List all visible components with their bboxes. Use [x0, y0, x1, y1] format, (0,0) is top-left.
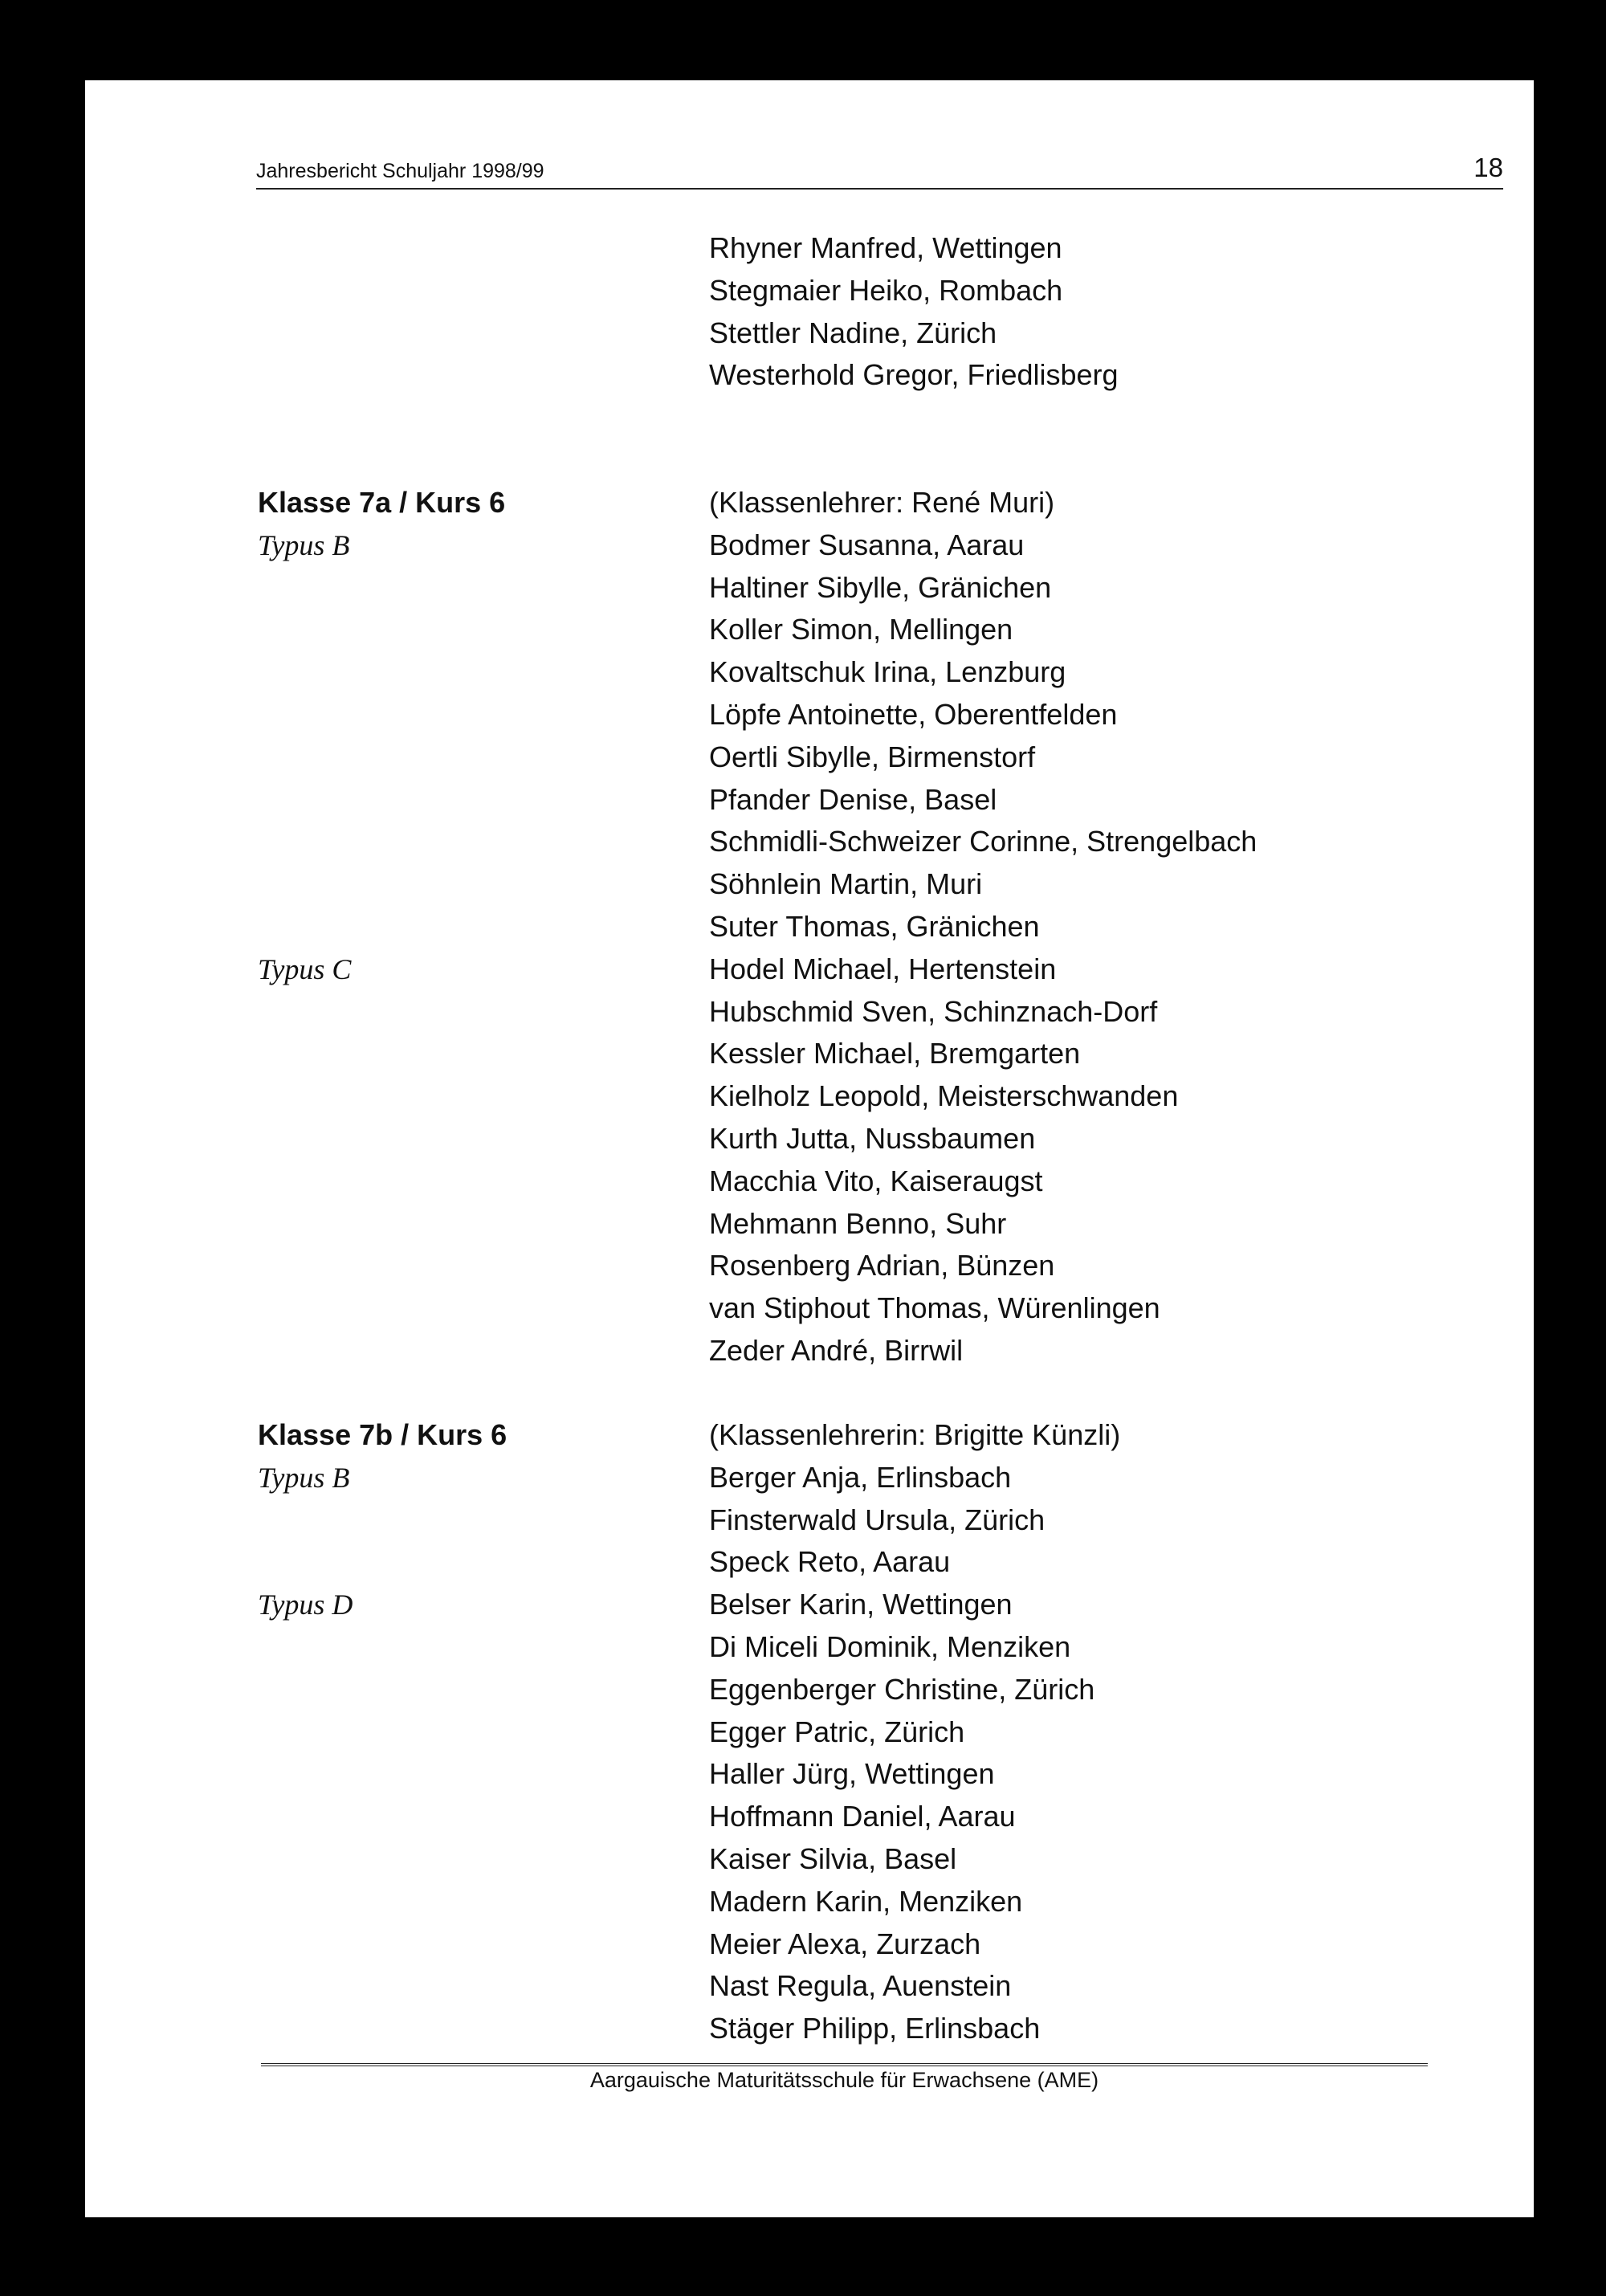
list-item: van Stiphout Thomas, Würenlingen: [709, 1291, 1160, 1325]
page-footer: Aargauische Maturitätsschule für Erwachsene (AME): [589, 2068, 1099, 2092]
list-item: Stettler Nadine, Zürich: [709, 316, 997, 349]
class-7b-title: Klasse 7b / Kurs 6: [258, 1418, 507, 1451]
list-item: Haltiner Sibylle, Gränichen: [709, 570, 1052, 604]
footer-divider: [261, 2063, 1428, 2066]
list-item: Bodmer Susanna, Aarau: [709, 528, 1025, 561]
list-item: Meier Alexa, Zurzach: [709, 1927, 981, 1960]
list-item: Eggenberger Christine, Zürich: [709, 1672, 1095, 1706]
list-item: Rhyner Manfred, Wettingen: [709, 231, 1062, 264]
list-item: Hodel Michael, Hertenstein: [709, 952, 1057, 985]
class-7a-title: Klasse 7a / Kurs 6: [258, 486, 506, 519]
list-item: Kovaltschuk Irina, Lenzburg: [709, 655, 1066, 689]
class-teacher: (Klassenlehrer: René Muri): [709, 486, 1055, 519]
list-item: Westerhold Gregor, Friedlisberg: [709, 358, 1119, 392]
list-item: Koller Simon, Mellingen: [709, 613, 1013, 646]
class-7a-list: [709, 482, 1257, 1372]
list-item: Kaiser Silvia, Basel: [709, 1841, 957, 1875]
list-item: Suter Thomas, Gränichen: [709, 909, 1040, 943]
list-item: Finsterwald Ursula, Zürich: [709, 1503, 1046, 1536]
report-title: Jahresbericht Schuljahr 1998/99: [256, 160, 544, 182]
list-item: Hoffmann Daniel, Aarau: [709, 1800, 1016, 1833]
list-item: Löpfe Antoinette, Oberentfelden: [709, 697, 1118, 731]
class-7a-typus-b-label: Typus B: [258, 529, 350, 561]
list-item: Haller Jürg, Wettingen: [709, 1757, 995, 1791]
list-item: Pfander Denise, Basel: [709, 782, 997, 816]
list-item: Speck Reto, Aarau: [709, 1545, 951, 1579]
list-item: Mehmann Benno, Suhr: [709, 1206, 1007, 1240]
list-item: Hubschmid Sven, Schinznach-Dorf: [709, 994, 1158, 1028]
list-item: Kurth Jutta, Nussbaumen: [709, 1121, 1036, 1155]
list-item: Macchia Vito, Kaiseraugst: [709, 1164, 1043, 1197]
class-teacher: (Klassenlehrerin: Brigitte Künzli): [709, 1418, 1121, 1451]
list-item: Rosenberg Adrian, Bünzen: [709, 1249, 1055, 1283]
class-7a-typus-c-label: Typus C: [258, 953, 352, 985]
list-item: Oertli Sibylle, Birmenstorf: [709, 740, 1036, 773]
document-page: [85, 80, 1534, 2217]
list-item: Belser Karin, Wettingen: [709, 1588, 1013, 1621]
list-item: Berger Anja, Erlinsbach: [709, 1460, 1012, 1494]
list-item: Egger Patric, Zürich: [709, 1715, 965, 1748]
list-item: Stegmaier Heiko, Rombach: [709, 273, 1063, 307]
class-7b-typus-d-label: Typus D: [258, 1588, 353, 1621]
page-number: 18: [1474, 153, 1503, 182]
list-item: Söhnlein Martin, Muri: [709, 867, 983, 901]
class-7b-typus-b-label: Typus B: [258, 1462, 350, 1494]
list-item: Zeder André, Birrwil: [709, 1333, 964, 1367]
class-7b-list: [709, 1414, 1120, 2050]
list-item: Di Miceli Dominik, Menziken: [709, 1629, 1071, 1663]
continued-names-list: [709, 227, 1119, 397]
list-item: Kielholz Leopold, Meisterschwanden: [709, 1079, 1179, 1113]
list-item: Schmidli-Schweizer Corinne, Strengelbach: [709, 825, 1257, 858]
list-item: Madern Karin, Menziken: [709, 1884, 1023, 1918]
list-item: Kessler Michael, Bremgarten: [709, 1037, 1081, 1071]
list-item: Stäger Philipp, Erlinsbach: [709, 2012, 1041, 2045]
page-header: [256, 153, 1503, 190]
list-item: Nast Regula, Auenstein: [709, 1969, 1012, 2003]
